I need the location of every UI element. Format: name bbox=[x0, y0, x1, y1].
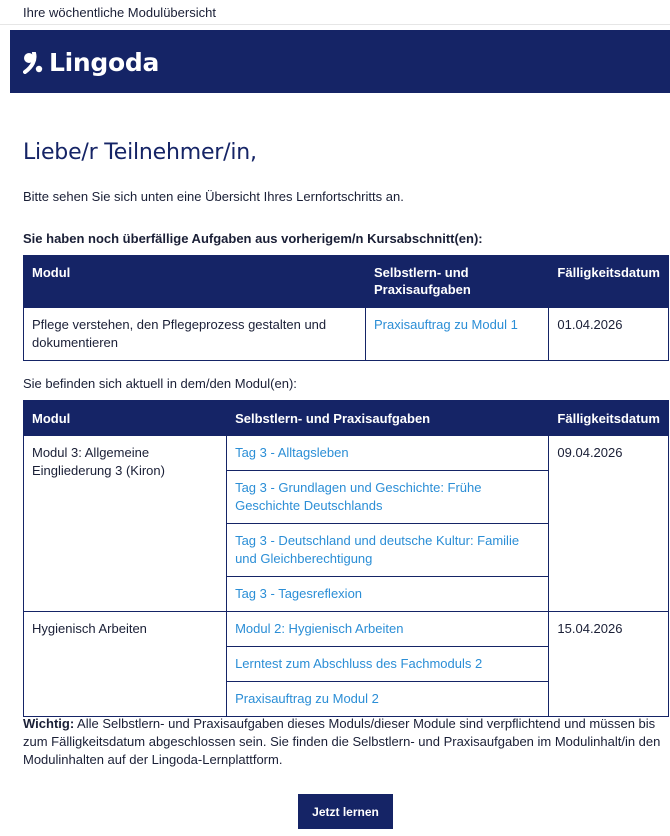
column-header-due: Fälligkeitsdatum bbox=[549, 401, 669, 436]
due-date-cell: 09.04.2026 bbox=[549, 436, 669, 612]
task-link[interactable]: Tag 3 - Deutschland und deutsche Kultur: Familie und Gleichberechtigung bbox=[227, 524, 549, 577]
task-link[interactable]: Tag 3 - Grundlagen und Geschichte: Frühe Geschichte Deutschlands bbox=[227, 471, 549, 524]
lingoda-mark-icon bbox=[23, 52, 43, 74]
overdue-heading: Sie haben noch überfällige Aufgaben aus vorherigem/n Kursabschnitt(en): bbox=[23, 231, 483, 246]
current-modules-table bbox=[23, 400, 669, 717]
column-header-tasks: Selbstlern- und Praxisaufgaben bbox=[366, 256, 549, 308]
overdue-table bbox=[23, 255, 669, 361]
column-header-module: Modul bbox=[24, 401, 227, 436]
current-modules-heading: Sie befinden sich aktuell in dem/den Modul(en): bbox=[23, 376, 297, 391]
task-link[interactable]: Lerntest zum Abschluss des Fachmoduls 2 bbox=[227, 647, 549, 682]
task-link[interactable]: Modul 2: Hygienisch Arbeiten bbox=[227, 612, 549, 647]
important-text: Alle Selbstlern- und Praxisaufgaben dieses Moduls/dieser Module sind verpflichtend und müssen bis zum Fälligkeitsdatum abgeschlossen sein. Sie finden die Selbstlern- und Praxisaufgaben im Modulinhalt/in den Modulinhalten auf der Lingoda-Lernplattform. bbox=[23, 716, 661, 767]
table-header-row bbox=[24, 256, 669, 308]
greeting-heading: Liebe/r Teilnehmer/in, bbox=[23, 140, 257, 165]
column-header-due: Fälligkeitsdatum bbox=[549, 256, 669, 308]
table-row bbox=[24, 612, 669, 647]
important-label: Wichtig: bbox=[23, 716, 75, 731]
column-header-module: Modul bbox=[24, 256, 366, 308]
task-link[interactable]: Praxisauftrag zu Modul 2 bbox=[227, 682, 549, 717]
intro-text: Bitte sehen Sie sich unten eine Übersicht Ihres Lernfortschritts an. bbox=[23, 189, 404, 204]
preheader-text: Ihre wöchentliche Modulübersicht bbox=[23, 5, 216, 20]
start-learning-button[interactable]: Jetzt lernen bbox=[298, 794, 393, 829]
important-notice bbox=[23, 715, 668, 769]
module-cell: Modul 3: Allgemeine Eingliederung 3 (Kiron) bbox=[24, 436, 227, 612]
task-link[interactable]: Tag 3 - Alltagsleben bbox=[227, 436, 549, 471]
column-header-tasks: Selbstlern- und Praxisaufgaben bbox=[227, 401, 549, 436]
due-date-cell: 15.04.2026 bbox=[549, 612, 669, 717]
module-cell: Pflege verstehen, den Pflegeprozess gestalten und dokumentieren bbox=[24, 308, 366, 361]
task-link[interactable]: Tag 3 - Tagesreflexion bbox=[227, 577, 549, 612]
task-link[interactable]: Praxisauftrag zu Modul 1 bbox=[366, 308, 549, 361]
due-date-cell: 01.04.2026 bbox=[549, 308, 669, 361]
table-header-row bbox=[24, 401, 669, 436]
divider bbox=[0, 24, 670, 25]
table-row bbox=[24, 436, 669, 471]
brand-name: Lingoda bbox=[49, 48, 160, 77]
module-cell: Hygienisch Arbeiten bbox=[24, 612, 227, 717]
table-row bbox=[24, 308, 669, 361]
brand-logo[interactable] bbox=[23, 48, 159, 78]
